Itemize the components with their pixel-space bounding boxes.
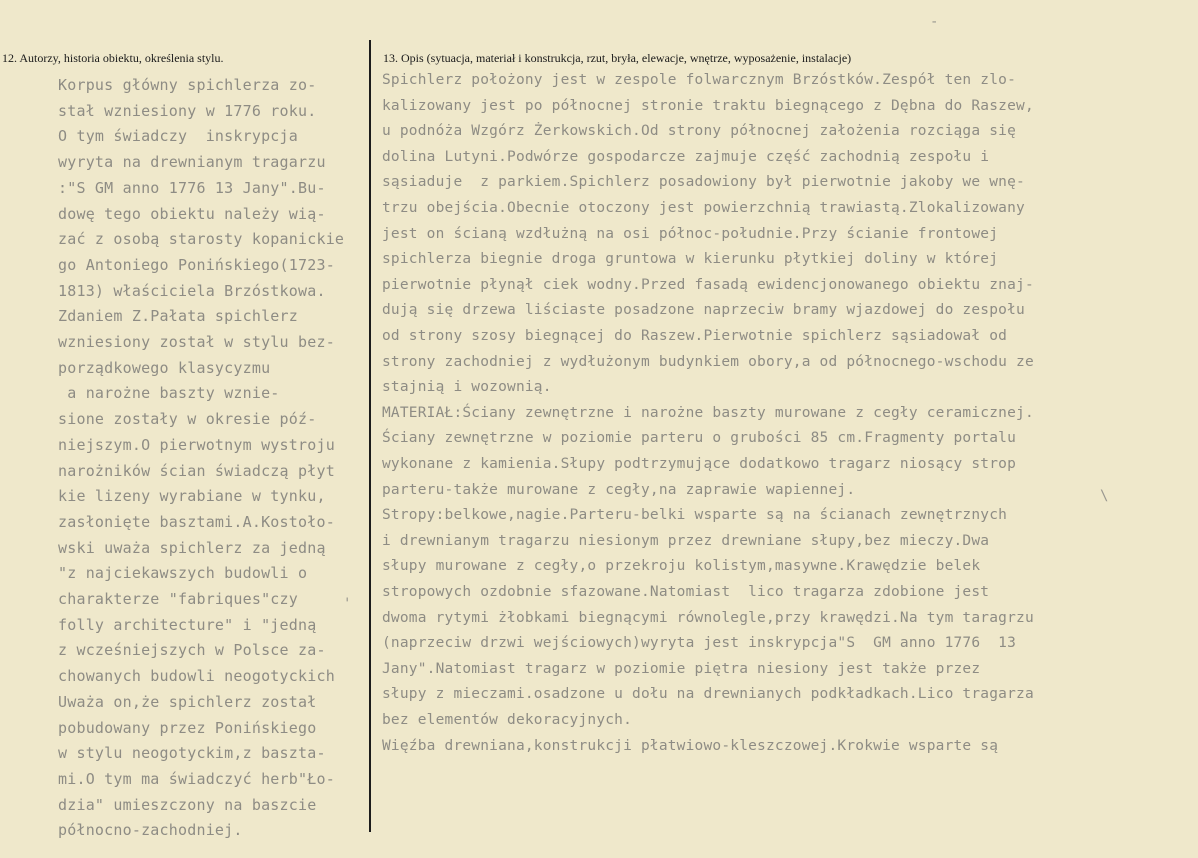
text-line: Uważa on,że spichlerz został [58, 692, 317, 711]
text-line: i drewnianym tragarzu niesionym przez drewniane słupy,bez mieczy.Dwa [382, 532, 990, 549]
text-line: jest on ścianą wzdłużną na osi północ-południe.Przy ścianie frontowej [382, 225, 999, 242]
text-line: a narożne baszty wznie- [58, 384, 280, 403]
text-line: charakterze "fabriques"czy [58, 590, 298, 608]
text-line: sione zostały w okresie póź- [58, 410, 317, 429]
text-line: w stylu neogotyckim,z baszta- [58, 744, 326, 763]
text-line: pierwotnie płynął ciek wodny.Przed fasadą ewidencjonowanego obiektu znaj- [382, 276, 1034, 293]
text-line: parteru-także murowane z cegły,na zaprawie wapiennej. [382, 481, 856, 498]
text-line: kie lizeny wyrabiane w tynku, [58, 487, 326, 506]
text-line: go Antoniego Ponińskiego(1723- [58, 255, 335, 274]
text-line: słupy z mieczami.osadzone u dołu na drewnianych podkładkach.Lico tragarza [382, 686, 1034, 703]
text-line: wzniesiony został w stylu bez- [58, 333, 335, 351]
text-line: dowę tego obiektu należy wią- [58, 204, 326, 223]
text-line: stajnią i wozownią. [382, 379, 552, 396]
text-line: wski uważa spichlerz za jedną [58, 538, 326, 557]
text-line: dzia" umieszczony na baszcie [58, 795, 317, 814]
column-divider [369, 40, 371, 832]
text-line: 1813) właściciela Brzóstkowa. [58, 281, 326, 300]
paper-mark: ' [343, 596, 352, 612]
text-line: trzu obejścia.Obecnie otoczony jest powierzchnią trawiastą.Zlokalizowany [382, 200, 1025, 216]
text-line: folly architecture" i "jedną [58, 615, 317, 634]
text-line: dolina Lutyni.Podwórze gospodarcze zajmuje część zachodnią zespołu i [382, 148, 990, 165]
text-line: Więźba drewniana,konstrukcji płatwiowo-kleszczowej.Krokwie wsparte są [382, 737, 999, 754]
text-line: :"S GM anno 1776 13 Jany".Bu- [58, 178, 326, 197]
text-line: stał wzniesiony w 1776 roku. [58, 101, 317, 120]
text-line: (naprzeciw drzwi wejściowych)wyryta jest inskrypcja"S GM anno 1776 13 [382, 635, 1017, 652]
section-13-header: 13. Opis (sytuacja, materiał i konstrukcja, rzut, bryła, elewacje, wnętrze, wyposażenie, instalacje) [383, 51, 852, 65]
text-line: wykonane z kamienia.Słupy podtrzymujące dodatkowo tragarz niosący strop [382, 456, 1017, 472]
text-line: pobudowany przez Ponińskiego [58, 718, 317, 737]
text-line: wyryta na drewnianym tragarzu [58, 153, 326, 172]
text-line: słupy murowane z cegły,o przekroju kolistym,masywne.Krawędzie belek [382, 558, 981, 575]
text-line: porządkowego klasycyzmu [58, 358, 271, 377]
text-line: od strony szosy biegnącej do Raszew.Pierwotnie spichlerz sąsiadował od [382, 328, 1008, 344]
text-line: zać z osobą starosty kopanickie [58, 230, 345, 249]
text-line: "z najciekawszych budowli o [58, 564, 308, 583]
text-line: strony zachodniej z wydłużonym budynkiem obory,a od północnego-wschodu ze [382, 353, 1034, 370]
text-line: Ściany zewnętrzne w poziomie parteru o grubości 85 cm.Fragmenty portalu [382, 430, 1017, 447]
paper-mark: \ [1100, 488, 1109, 504]
text-line: Spichlerz położony jest w zespole folwarcznym Brzóstków.Zespół ten zlo- [382, 72, 1017, 88]
text-line: Korpus główny spichlerza zo- [58, 76, 317, 94]
text-line: spichlerza biegnie droga gruntowa w kierunku płytkiej doliny w której [382, 251, 999, 268]
text-line: Stropy:belkowe,nagie.Parteru-belki wsparte są na ścianach zewnętrznych [382, 507, 1008, 524]
text-line: stropowych ozdobnie sfazowane.Natomiast lico tragarza zdobione jest [382, 584, 990, 600]
text-line: narożników ścian świadczą płyt [58, 461, 335, 480]
text-line: mi.O tym ma świadczyć herb"Ło- [58, 769, 335, 788]
section-12-header: 12. Autorzy, historia obiektu, określenia stylu. [2, 51, 224, 65]
text-line: niejszym.O pierwotnym wystroju [58, 435, 335, 454]
text-line: MATERIAŁ:Ściany zewnętrzne i narożne baszty murowane z cegły ceramicznej. [382, 404, 1034, 421]
text-line: kalizowany jest po północnej stronie traktu biegnącego z Dębna do Raszew, [382, 97, 1034, 114]
text-line: Jany".Natomiast tragarz w poziomie piętra niesiony jest także przez [382, 660, 981, 677]
text-line: sąsiaduje z parkiem.Spichlerz posadowiony był pierwotnie jakoby we wnę- [382, 174, 1025, 191]
text-line: O tym świadczy inskrypcja [58, 127, 298, 146]
text-line: północno-zachodniej. [58, 821, 243, 840]
text-line: bez elementów dekoracyjnych. [382, 712, 633, 728]
text-line: dują się drzewa liściaste posadzone naprzeciw bramy wjazdowej do zespołu [382, 302, 1025, 319]
text-line: zasłonięte basztami.A.Kostoło- [58, 512, 335, 531]
text-line: chowanych budowli neogotyckich [58, 667, 335, 686]
text-line: u podnóża Wzgórz Żerkowskich.Od strony północnej założenia rozciąga się [382, 123, 1017, 140]
text-line: dwoma rytymi żłobkami biegnącymi równolegle,przy krawędzi.Na tym taragrzu [382, 609, 1034, 626]
text-line: Zdaniem Z.Pałata spichlerz [58, 307, 298, 326]
paper-mark: - [930, 14, 939, 30]
text-line: z wcześniejszych w Polsce za- [58, 641, 326, 660]
